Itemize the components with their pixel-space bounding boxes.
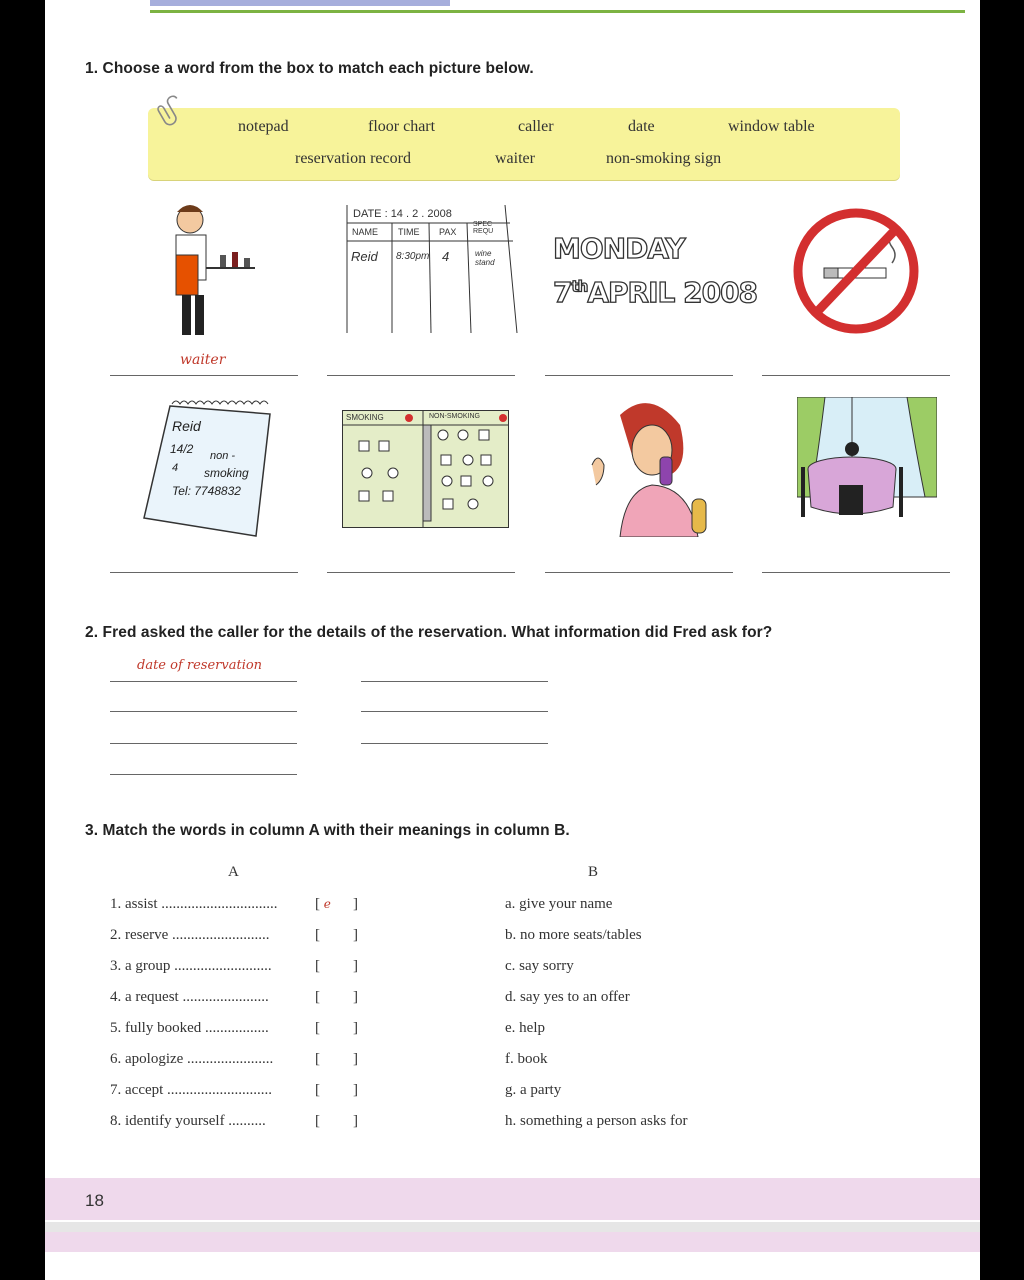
window-table-illustration [797,397,937,525]
q2-line-5[interactable] [110,743,297,744]
item-b-a: a. give your name [505,896,613,912]
bracket-7[interactable]: [ ] [315,1082,358,1098]
header-stripe [150,0,450,6]
record-time: 8:30pm [396,251,430,262]
notepad-tel: Tel: 7748832 [172,484,241,498]
page-number: 18 [85,1191,104,1210]
date-day: 7 [553,276,572,309]
item-a-2: 2. reserve .......................... [110,927,270,943]
item-b-d: d. say yes to an offer [505,989,630,1005]
reservation-record-illustration [345,205,520,335]
q2-line-1[interactable] [110,681,297,682]
date-line-1: MONDAY [553,232,685,265]
workbook-page [45,0,980,1280]
bracket-5[interactable]: [ ] [315,1020,358,1036]
notepad-date: 14/2 [170,442,194,456]
q2-line-3[interactable] [110,711,297,712]
box-word-waiter: waiter [495,150,535,167]
word-box [148,108,900,180]
notepad-smoking: smoking [204,466,249,480]
item-b-f: f. book [505,1051,548,1067]
bracket-2[interactable]: [ ] [315,927,358,943]
column-b-header: B [588,864,599,880]
box-word-reservation-record: reservation record [295,150,411,167]
answer-line-3[interactable] [545,375,733,376]
box-word-window-table: window table [728,118,815,135]
bracket-6[interactable]: [ ] [315,1051,358,1067]
header-rule [150,10,965,13]
q2-line-4[interactable] [361,711,548,712]
answer-line-7[interactable] [545,572,733,573]
question-2-title: 2. Fred asked the caller for the details of the reservation. What information did Fred ask for? [85,624,773,641]
floor-chart-illustration [342,410,509,528]
record-col-pax: PAX [439,227,457,237]
item-a-4: 4. a request ....................... [110,989,269,1005]
item-b-e: e. help [505,1020,545,1036]
item-a-5: 5. fully booked ................. [110,1020,269,1036]
box-word-non-smoking-sign: non-smoking sign [606,150,722,167]
answer-line-5[interactable] [110,572,298,573]
q2-answer-handwritten: date of reservation [137,658,263,673]
q2-line-6[interactable] [361,743,548,744]
record-col-time: TIME [398,227,420,237]
bracket-8[interactable]: [ ] [315,1113,358,1129]
answer-1-handwritten: waiter [180,352,226,368]
item-b-g: g. a party [505,1082,562,1098]
notepad-illustration [142,400,272,538]
notepad-name: Reid [172,418,201,434]
record-col-special: SPEC REQU [473,221,494,235]
no-smoking-sign-icon [788,205,924,337]
record-special: wine stand [475,249,495,267]
date-line-2 [553,276,757,309]
footer-band [45,1178,980,1220]
answer-line-4[interactable] [762,375,950,376]
item-a-6: 6. apologize ....................... [110,1051,274,1067]
bracket-3[interactable]: [ ] [315,958,358,974]
item-b-h: h. something a person asks for [505,1113,688,1129]
footer-divider [45,1222,980,1232]
item-a-1: 1. assist ............................... [110,896,278,912]
q2-line-7[interactable] [110,774,297,775]
notepad-pax: 4 [172,462,179,474]
item-a-3: 3. a group .......................... [110,958,272,974]
question-3-title: 3. Match the words in column A with their meanings in column B. [85,822,570,839]
answer-line-2[interactable] [327,375,515,376]
footer-band-lower [45,1232,980,1252]
question-1-title: 1. Choose a word from the box to match each picture below. [85,60,534,77]
box-word-notepad: notepad [238,118,289,135]
answer-line-6[interactable] [327,572,515,573]
bracket-1-answer: e [323,897,331,911]
record-col-name: NAME [352,227,379,237]
notepad-non: non - [210,450,236,462]
bracket-4[interactable]: [ ] [315,989,358,1005]
answer-line-1[interactable] [110,375,298,376]
box-word-caller: caller [518,118,554,135]
floor-nonsmoking-label: NON-SMOKING [429,413,480,420]
item-b-c: c. say sorry [505,958,574,974]
floor-smoking-label: SMOKING [346,413,384,422]
item-b-b: b. no more seats/tables [505,927,642,943]
record-name: Reid [351,249,378,264]
date-suffix: th [571,277,588,296]
record-date: DATE : 14 . 2 . 2008 [353,208,452,220]
waiter-illustration [140,200,270,350]
column-a-header: A [228,864,239,880]
item-a-7: 7. accept ............................ [110,1082,273,1098]
item-a-8: 8. identify yourself .......... [110,1113,266,1129]
caller-illustration [580,395,710,537]
record-pax: 4 [442,249,450,264]
box-word-date: date [628,118,655,135]
bracket-1[interactable]: [ e ] [315,896,358,912]
q2-line-2[interactable] [361,681,548,682]
box-word-floor-chart: floor chart [368,118,436,135]
date-month-year: APRIL 2008 [587,276,758,309]
answer-line-8[interactable] [762,572,950,573]
